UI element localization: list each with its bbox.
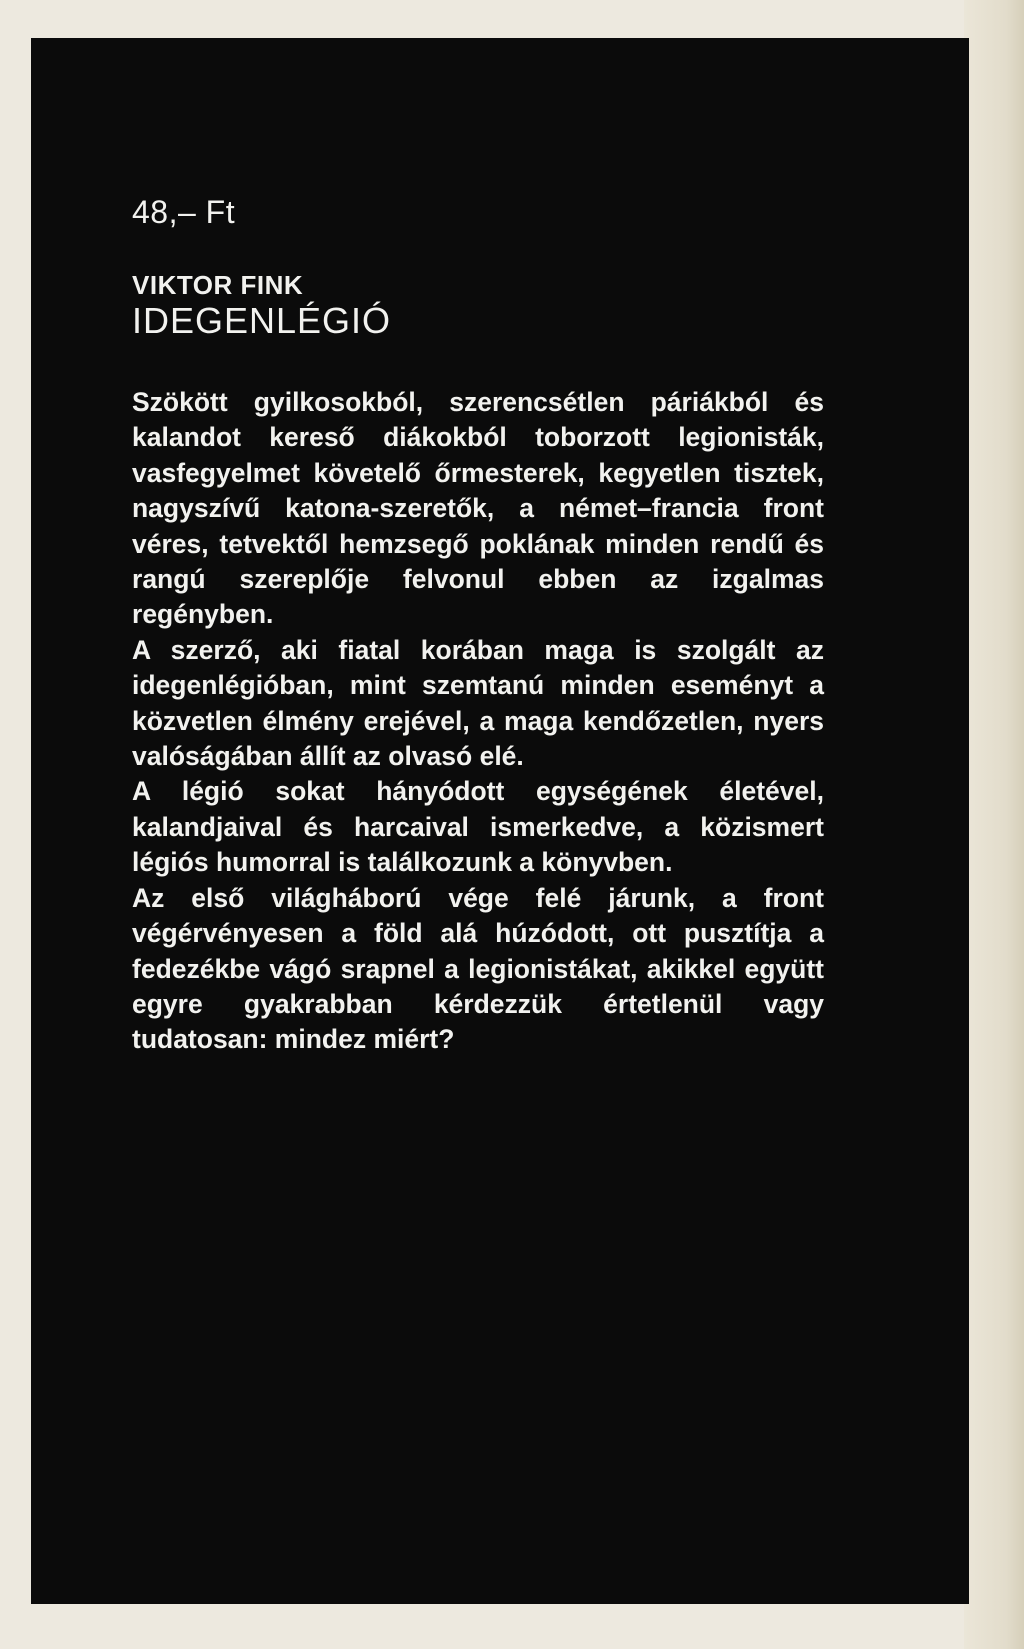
book-title: IDEGENLÉGIÓ <box>132 300 392 341</box>
blurb-text <box>132 385 824 1058</box>
blurb-paragraph-1: Szökött gyilkosokból, szerencsétlen páriákból és kalandot kereső diákokból toborzott legionisták, vasfegyelmet követelő őrmesterek, kegyetlen tisztek, nagyszívű katona-szeretők, a német–francia front véres, tetvektől hemzsegő poklának minden rendű és rangú szereplője felvonul ebben az izgalmas regényben. <box>132 387 824 630</box>
blurb-paragraph-3: A légió sokat hányódott egységének életével, kalandjaival és harcaival ismerkedve, a közismert légiós humorral is találkozunk a könyvben. <box>132 776 824 878</box>
back-cover <box>31 38 969 1604</box>
author-name: VIKTOR FINK <box>132 270 304 300</box>
blurb-paragraph-4: Az első világháború vége felé járunk, a front végérvényesen a föld alá húzódott, ott pusztítja a fedezékbe vágó srapnel a legionistákat, akikkel együtt egyre gyakrabban kérdezzük értetlenül vagy tudatosan: mindez miért? <box>132 882 824 1055</box>
price-label: 48,– Ft <box>132 194 236 230</box>
blurb-paragraph-2: A szerző, aki fiatal korában maga is szolgált az idegenlégióban, mint szemtanú minden eseményt a közvetlen élmény erejével, a maga kendőzetlen, nyers valóságában állít az olvasó elé. <box>132 634 824 772</box>
paper-edge <box>964 0 1024 1649</box>
